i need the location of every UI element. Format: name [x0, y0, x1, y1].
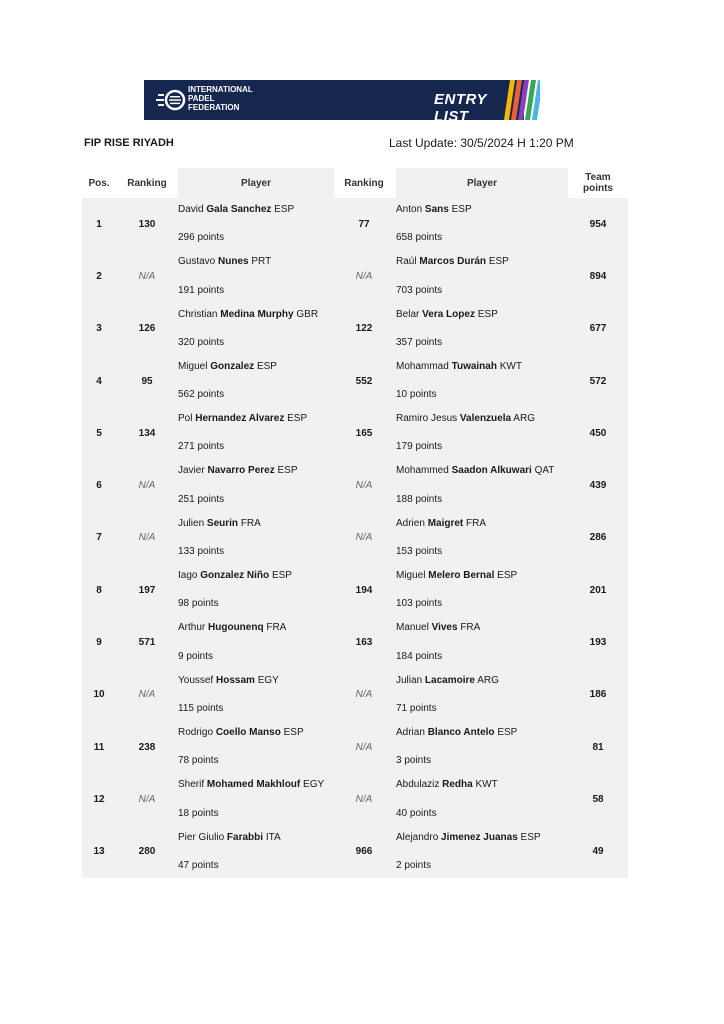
team-points: 201 [589, 584, 607, 596]
player-last-name: Sans [424, 204, 449, 215]
player-last-name: Hernandez Alvarez [195, 413, 285, 425]
position: 2 [96, 270, 102, 282]
player-first-name: David [178, 204, 204, 215]
player-name [396, 832, 568, 844]
ranking-1: 238 [138, 741, 156, 753]
player-points: 658 points [396, 232, 443, 244]
player-first-name: Alejandro [396, 831, 439, 843]
team-points: 450 [589, 427, 607, 439]
player-last-name: Tuwainah [451, 360, 497, 372]
player-points: 703 points [396, 284, 443, 296]
ranking-1: N/A [138, 480, 156, 492]
ranking-1: N/A [138, 532, 156, 544]
player-points: 78 points [178, 755, 219, 767]
player-points: 184 points [396, 650, 443, 662]
player-2 [396, 512, 568, 564]
player-last-name: Lacamoire [424, 674, 475, 686]
team-points: 572 [589, 375, 607, 387]
player-1 [178, 564, 334, 616]
entry-list-table [82, 168, 628, 878]
ranking-2: N/A [355, 793, 373, 805]
player-country: ITA [265, 831, 281, 843]
player-country: FRA [240, 517, 261, 529]
player-2 [396, 198, 568, 250]
player-name [396, 413, 568, 425]
player-last-name: Gonzalez [210, 360, 255, 372]
player-first-name: Mohammad [396, 360, 449, 372]
player-last-name: Medina Murphy [220, 308, 294, 320]
player-points: 18 points [178, 807, 219, 819]
ranking-2: N/A [355, 741, 373, 753]
player-points: 98 points [178, 598, 219, 610]
position: 3 [96, 323, 102, 335]
player-points: 103 points [396, 598, 443, 610]
player-1 [178, 616, 334, 668]
player-points: 320 points [178, 336, 225, 348]
ranking-2: N/A [355, 270, 373, 282]
player-last-name: Farabbi [226, 831, 264, 843]
col-player-2: Player [396, 168, 568, 198]
ranking-2: 165 [355, 427, 373, 439]
ranking-2: N/A [355, 689, 373, 701]
player-name [396, 465, 568, 477]
position: 4 [96, 375, 102, 387]
player-name [396, 256, 568, 268]
team-points: 954 [589, 218, 607, 230]
player-last-name: Mohamed Makhlouf [206, 779, 301, 791]
player-1 [178, 407, 334, 459]
table-row [82, 250, 628, 302]
ranking-2: N/A [355, 480, 373, 492]
player-points: 2 points [396, 859, 432, 871]
player-name [178, 256, 334, 268]
player-first-name: Anton [396, 204, 423, 215]
player-country: FRA [460, 622, 481, 634]
player-name [178, 622, 334, 634]
event-title: FIP RISE RIYADH [84, 137, 174, 149]
player-points: 296 points [178, 232, 225, 244]
team-points: 81 [592, 741, 604, 753]
player-1 [178, 826, 334, 878]
player-name [178, 675, 334, 687]
player-points: 153 points [396, 546, 443, 558]
player-last-name: Seurin [206, 517, 239, 529]
player-2 [396, 407, 568, 459]
color-stripes [500, 74, 540, 126]
player-first-name: Ramiro Jesus [396, 413, 458, 425]
player-country: EGY [257, 674, 279, 686]
player-points: 251 points [178, 493, 225, 505]
position: 11 [93, 741, 105, 753]
player-name [396, 204, 568, 216]
player-first-name: Adrian [396, 726, 425, 738]
col-player-1: Player [178, 168, 334, 198]
ranking-2: 122 [355, 323, 373, 335]
ranking-2: 194 [355, 584, 373, 596]
player-last-name: Coello Manso [215, 726, 281, 738]
player-first-name: Rodrigo [178, 726, 214, 738]
player-name [396, 570, 568, 582]
player-first-name: Abdulaziz [396, 779, 440, 791]
player-first-name: Julien [178, 517, 205, 529]
player-points: 115 points [178, 702, 224, 714]
player-first-name: Arthur [178, 622, 206, 634]
player-1 [178, 773, 334, 825]
player-1 [178, 721, 334, 773]
player-last-name: Hugounenq [208, 622, 264, 634]
team-points: 677 [589, 323, 607, 335]
player-country: KWT [499, 360, 522, 372]
position: 13 [93, 846, 105, 858]
ranking-1: 95 [141, 375, 153, 387]
player-country: EGY [303, 779, 325, 791]
player-last-name: Vives [431, 622, 458, 634]
player-country: ESP [477, 308, 498, 320]
player-country: ESP [283, 726, 304, 738]
team-points: 894 [589, 270, 607, 282]
player-last-name: Vera Lopez [422, 308, 475, 320]
player-country: PRT [251, 256, 272, 268]
team-points: 286 [589, 532, 607, 544]
position: 8 [96, 584, 102, 596]
player-points: 47 points [178, 859, 219, 871]
player-first-name: Javier [178, 465, 205, 477]
player-first-name: Julian [396, 674, 423, 686]
table-row [82, 355, 628, 407]
ranking-1: 130 [138, 218, 156, 230]
team-points: 439 [589, 480, 607, 492]
player-1 [178, 669, 334, 721]
player-last-name: Blanco Antelo [427, 726, 495, 738]
player-first-name: Adrien [396, 517, 425, 529]
position: 7 [96, 532, 102, 544]
player-1 [178, 355, 334, 407]
player-country: ARG [513, 413, 535, 425]
entry-list-banner [138, 74, 540, 126]
player-country: ESP [287, 413, 308, 425]
player-2 [396, 564, 568, 616]
table-body [82, 198, 628, 878]
ranking-2: 163 [355, 637, 373, 649]
ranking-1: N/A [138, 793, 156, 805]
player-country: ESP [451, 204, 472, 215]
player-2 [396, 721, 568, 773]
ranking-2: 966 [355, 846, 373, 858]
position: 6 [96, 480, 102, 492]
ranking-1: N/A [138, 270, 156, 282]
player-name [178, 832, 334, 844]
ranking-1: 126 [138, 323, 156, 335]
player-name [396, 309, 568, 321]
table-row [82, 512, 628, 564]
player-points: 71 points [396, 702, 437, 714]
player-2 [396, 459, 568, 511]
table-row [82, 198, 628, 250]
player-name [178, 779, 334, 791]
table-row [82, 773, 628, 825]
player-name [178, 465, 334, 477]
player-2 [396, 303, 568, 355]
position: 9 [96, 637, 102, 649]
col-pos: Pos. [88, 177, 110, 189]
banner-title: ENTRY LIST [434, 91, 487, 120]
padel-ball-icon [156, 84, 186, 116]
player-last-name: Jimenez Juanas [441, 831, 518, 843]
player-country: ESP [497, 570, 518, 582]
player-first-name: Sherif [178, 779, 205, 791]
ranking-2: 77 [358, 218, 370, 230]
player-name [178, 361, 334, 373]
player-country: FRA [266, 622, 287, 634]
player-1 [178, 459, 334, 511]
player-name [178, 570, 334, 582]
ranking-1: 134 [138, 427, 156, 439]
position: 12 [93, 793, 105, 805]
player-first-name: Belar [396, 308, 420, 320]
team-points: 186 [589, 689, 607, 701]
player-first-name: Youssef [178, 674, 214, 686]
player-country: ESP [497, 726, 518, 738]
player-name [178, 413, 334, 425]
player-points: 40 points [396, 807, 437, 819]
col-ranking-1: Ranking [127, 177, 167, 189]
player-name [178, 204, 334, 216]
team-points: 58 [592, 793, 604, 805]
table-row [82, 721, 628, 773]
table-header [82, 168, 628, 198]
team-points: 49 [592, 846, 604, 858]
player-2 [396, 773, 568, 825]
player-name [396, 779, 568, 791]
team-points: 193 [589, 637, 607, 649]
player-country: GBR [296, 308, 319, 320]
ranking-2: N/A [355, 532, 373, 544]
player-points: 3 points [396, 755, 432, 767]
player-first-name: Christian [178, 308, 218, 320]
player-last-name: Redha [442, 779, 473, 791]
player-points: 191 points [178, 284, 225, 296]
player-name [396, 727, 568, 739]
player-country: FRA [466, 517, 487, 529]
player-first-name: Pol [178, 413, 193, 425]
ranking-2: 552 [355, 375, 373, 387]
player-country: KWT [475, 779, 498, 791]
player-2 [396, 250, 568, 302]
player-points: 133 points [178, 546, 225, 558]
player-first-name: Miguel [178, 360, 208, 372]
player-last-name: Melero Bernal [428, 570, 495, 582]
player-last-name: Nunes [218, 256, 249, 268]
player-name [178, 309, 334, 321]
last-update: Last Update: 30/5/2024 H 1:20 PM [389, 136, 574, 150]
player-first-name: Raúl [396, 256, 417, 268]
player-last-name: Gala Sanchez [206, 204, 272, 215]
table-row [82, 564, 628, 616]
player-2 [396, 616, 568, 668]
player-points: 10 points [396, 389, 437, 401]
federation-name: INTERNATIONAL PADEL FEDERATION [188, 85, 253, 112]
player-points: 271 points [178, 441, 225, 453]
player-first-name: Iago [178, 570, 198, 582]
player-first-name: Pier Giulio [178, 831, 225, 843]
player-1 [178, 303, 334, 355]
table-row [82, 407, 628, 459]
banner-bar [144, 80, 524, 120]
player-country: QAT [534, 465, 555, 477]
player-first-name: Manuel [396, 622, 429, 634]
player-2 [396, 355, 568, 407]
player-2 [396, 826, 568, 878]
player-country: ESP [488, 256, 509, 268]
player-country: ESP [271, 570, 292, 582]
ranking-1: 571 [138, 637, 156, 649]
position: 1 [96, 218, 102, 230]
ranking-1: N/A [138, 689, 156, 701]
player-last-name: Marcos Durán [419, 256, 487, 268]
player-name [396, 361, 568, 373]
player-last-name: Saadon Alkuwari [451, 465, 532, 477]
player-1 [178, 250, 334, 302]
player-country: ARG [477, 674, 499, 686]
player-points: 179 points [396, 441, 443, 453]
player-first-name: Miguel [396, 570, 426, 582]
player-country: ESP [520, 831, 541, 843]
player-2 [396, 669, 568, 721]
player-name [396, 518, 568, 530]
table-row [82, 669, 628, 721]
player-first-name: Mohammed [396, 465, 449, 477]
player-points: 562 points [178, 389, 225, 401]
position: 5 [96, 427, 102, 439]
player-country: ESP [277, 465, 298, 477]
table-row [82, 459, 628, 511]
col-ranking-2: Ranking [344, 177, 384, 189]
player-last-name: Valenzuela [459, 413, 512, 425]
player-last-name: Hossam [216, 674, 255, 686]
player-points: 188 points [396, 493, 443, 505]
player-name [178, 518, 334, 530]
player-name [396, 675, 568, 687]
table-row [82, 303, 628, 355]
player-points: 357 points [396, 336, 443, 348]
ranking-1: 280 [138, 846, 156, 858]
player-1 [178, 198, 334, 250]
player-first-name: Gustavo [178, 256, 216, 268]
player-last-name: Navarro Perez [207, 465, 275, 477]
position: 10 [93, 689, 105, 701]
player-country: ESP [274, 204, 295, 215]
player-name [178, 727, 334, 739]
player-1 [178, 512, 334, 564]
table-row [82, 826, 628, 878]
player-name [396, 622, 568, 634]
col-team-points: Team points [583, 172, 613, 194]
ranking-1: 197 [138, 584, 156, 596]
player-country: ESP [256, 360, 277, 372]
table-row [82, 616, 628, 668]
player-last-name: Maigret [427, 517, 464, 529]
player-last-name: Gonzalez Niño [200, 570, 270, 582]
player-points: 9 points [178, 650, 214, 662]
